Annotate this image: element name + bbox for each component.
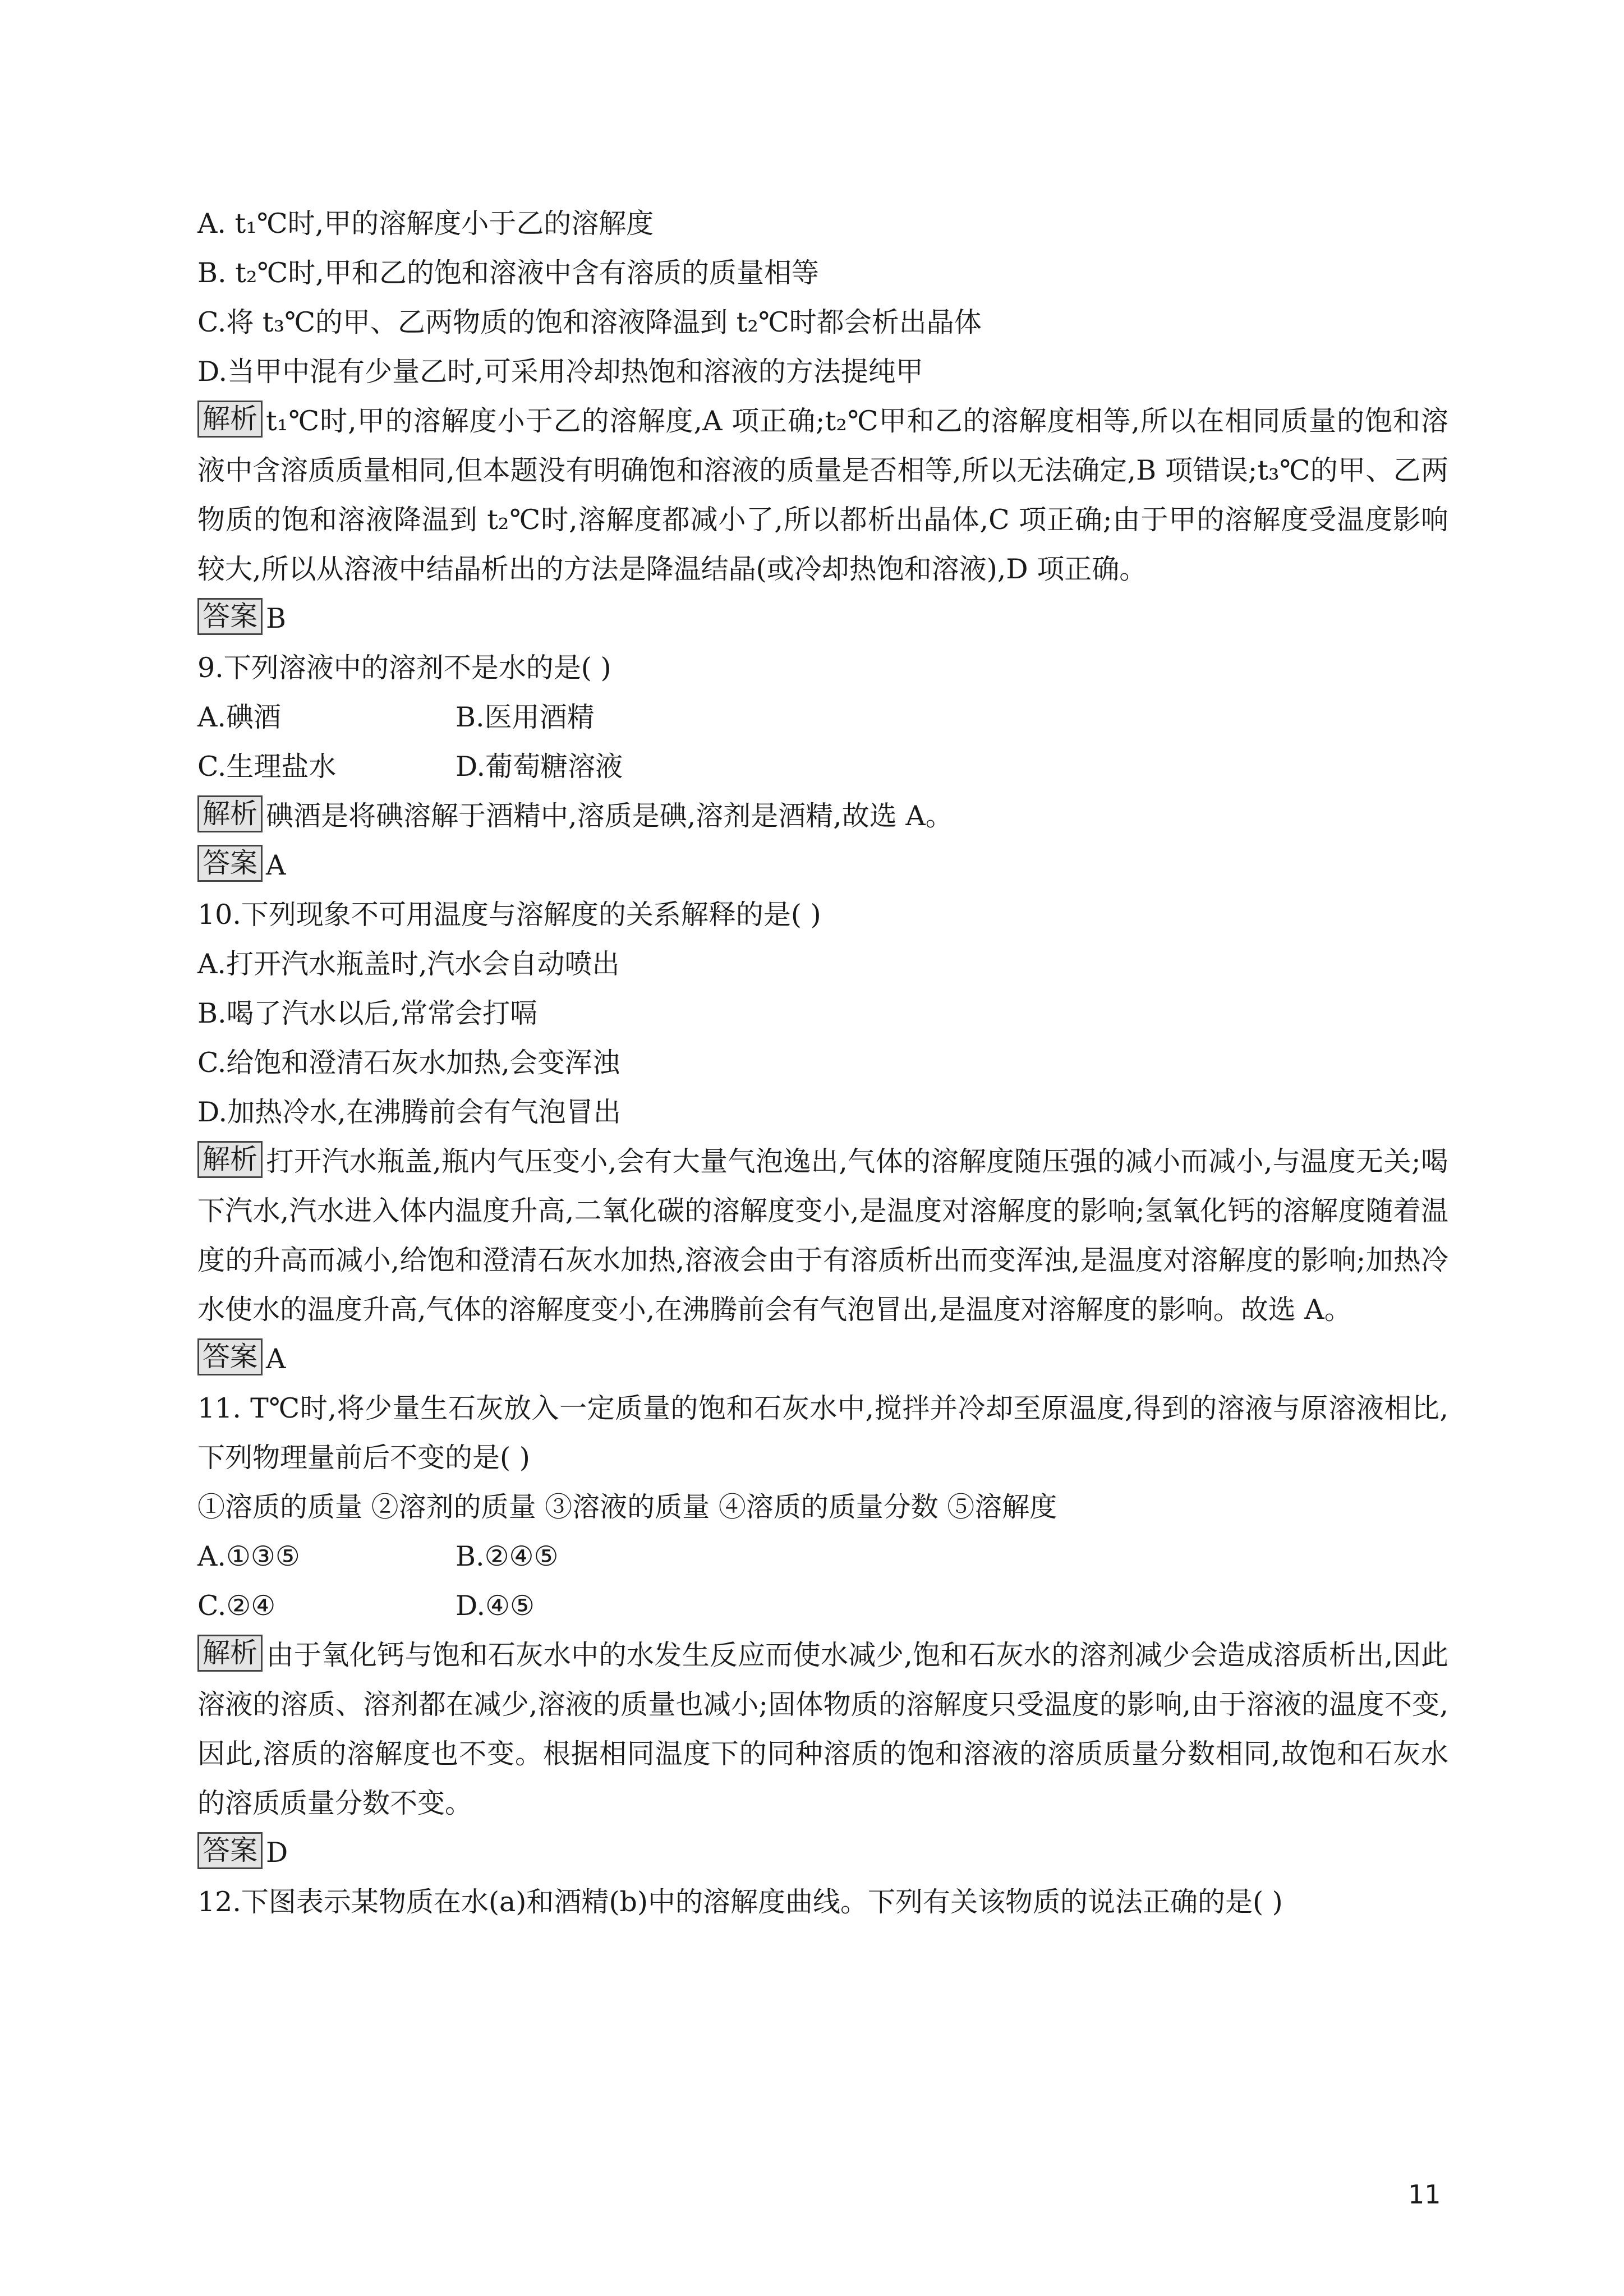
answer-label: 答案 [197, 598, 263, 635]
q9-options-row-1 [197, 693, 1448, 742]
page-content [197, 199, 1448, 1927]
q11-answer-value: D [266, 1837, 288, 1869]
q10-option-b: B.喝了汽水以后,常常会打嗝 [197, 997, 538, 1029]
q11-analysis-text: 由于氧化钙与饱和石灰水中的水发生反应而使水减少,饱和石灰水的溶剂减少会造成溶质析出,因此溶液的溶质、溶剂都在减少,溶液的质量也减小;固体物质的溶解度只受温度的影响,由于溶液的温度不变,因此,溶质的溶解度也不变。根据相同温度下的同种溶质的饱和溶液的溶质质量分数相同,故饱和石灰水的溶质质量分数不变。 [197, 1639, 1448, 1819]
q9-answer-value: A [266, 849, 286, 881]
q10-option-c: C.给饱和澄清石灰水加热,会变浑浊 [197, 1047, 620, 1079]
answer-label: 答案 [197, 845, 263, 882]
q11-option-c: C.②④ [197, 1590, 276, 1622]
q11-option-a: A.①③⑤ [197, 1540, 300, 1572]
q10-analysis [197, 1137, 1448, 1335]
q9-analysis-text: 碘酒是将碘溶解于酒精中,溶质是碘,溶剂是酒精,故选 A。 [266, 800, 953, 832]
q8-option-a: A. t₁℃时,甲的溶解度小于乙的溶解度 [197, 208, 654, 240]
q9-options-row-2 [197, 742, 1448, 792]
analysis-label: 解析 [197, 1141, 263, 1178]
q9-analysis [197, 792, 1448, 841]
q10-analysis-text: 打开汽水瓶盖,瓶内气压变小,会有大量气泡逸出,气体的溶解度随压强的减小而减小,与温度无关;喝下汽水,汽水进入体内温度升高,二氧化碳的溶解度变小,是温度对溶解度的影响;氢氧化钙的溶解度随着温度的升高而减小,给饱和澄清石灰水加热,溶液会由于有溶质析出而变浑浊,是温度对溶解度的影响;加热冷水使水的温度升高,气体的溶解度变小,在沸腾前会有气泡冒出,是温度对溶解度的影响。故选 A。 [197, 1145, 1448, 1326]
answer-label: 答案 [197, 1832, 263, 1869]
q11-options-row-2 [197, 1581, 1448, 1631]
q11-options-row-1 [197, 1532, 1448, 1581]
q8-answer-value: B [266, 602, 287, 634]
q9-stem: 9.下列溶液中的溶剂不是水的是( ) [197, 652, 611, 684]
q9-option-b: B.医用酒精 [456, 701, 595, 733]
answer-label: 答案 [197, 1338, 263, 1375]
q11-analysis [197, 1631, 1448, 1828]
q9-option-a: A.碘酒 [197, 701, 281, 733]
q10-option-d: D.加热冷水,在沸腾前会有气泡冒出 [197, 1096, 621, 1128]
q8-option-b: B. t₂℃时,甲和乙的饱和溶液中含有溶质的质量相等 [197, 257, 819, 289]
q9-option-d: D.葡萄糖溶液 [456, 751, 623, 783]
q8-answer [197, 594, 1448, 643]
q11-answer [197, 1828, 1448, 1878]
q9-answer [197, 841, 1448, 890]
q8-analysis [197, 397, 1448, 594]
q10-stem: 10.下列现象不可用温度与溶解度的关系解释的是( ) [197, 899, 821, 931]
q11-option-b: B.②④⑤ [456, 1540, 559, 1572]
q11-option-d: D.④⑤ [456, 1590, 535, 1622]
q10-answer [197, 1335, 1448, 1384]
analysis-label: 解析 [197, 1635, 263, 1672]
q8-option-c: C.将 t₃℃的甲、乙两物质的饱和溶液降温到 t₂℃时都会析出晶体 [197, 306, 982, 338]
q11-items: ①溶质的质量 ②溶剂的质量 ③溶液的质量 ④溶质的质量分数 ⑤溶解度 [197, 1491, 1057, 1523]
page-number: 11 [1408, 2179, 1441, 2210]
q11-stem: 11. T℃时,将少量生石灰放入一定质量的饱和石灰水中,搅拌并冷却至原温度,得到的溶液与原溶液相比,下列物理量前后不变的是( ) [197, 1392, 1448, 1474]
q12-stem: 12.下图表示某物质在水(a)和酒精(b)中的溶解度曲线。下列有关该物质的说法正确的是( ) [197, 1886, 1283, 1918]
q9-option-c: C.生理盐水 [197, 751, 337, 783]
analysis-label: 解析 [197, 795, 263, 832]
analysis-label: 解析 [197, 401, 263, 438]
q10-answer-value: A [266, 1343, 286, 1375]
q10-option-a: A.打开汽水瓶盖时,汽水会自动喷出 [197, 948, 620, 980]
q8-analysis-text: t₁℃时,甲的溶解度小于乙的溶解度,A 项正确;t₂℃甲和乙的溶解度相等,所以在相同质量的饱和溶液中含溶质质量相同,但本题没有明确饱和溶液的质量是否相等,所以无法确定,B 项错误;t₃℃的甲、乙两物质的饱和溶液降温到 t₂℃时,溶解度都减小了,所以都析出晶体,C 项正确;由于甲的溶解度受温度影响较大,所以从溶液中结晶析出的方法是降温结晶(或冷却热饱和溶液),D 项正确。 [197, 405, 1448, 585]
q8-option-d: D.当甲中混有少量乙时,可采用冷却热饱和溶液的方法提纯甲 [197, 356, 923, 388]
